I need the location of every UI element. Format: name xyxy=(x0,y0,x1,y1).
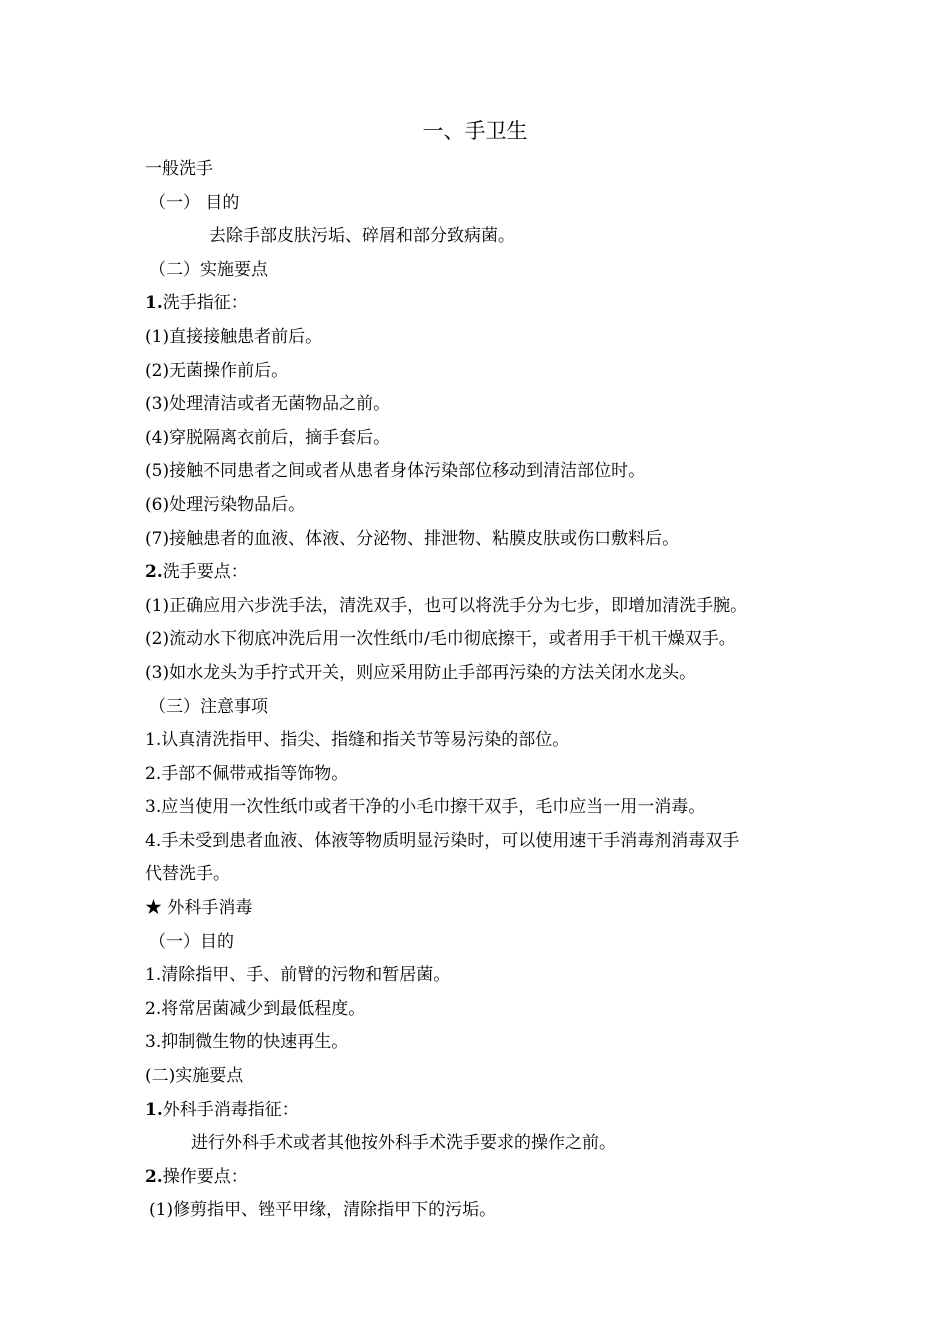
line-text: (2)无菌操作前后。 xyxy=(145,360,289,381)
item-number: 2. xyxy=(145,562,163,583)
line-text: (5)接触不同患者之间或者从患者身体污染部位移动到清洁部位时。 xyxy=(145,461,646,482)
line-text: （三）注意事项 xyxy=(149,696,268,717)
line-text: （一） 目的 xyxy=(149,192,240,213)
text-line xyxy=(145,758,825,792)
text-line xyxy=(145,1026,825,1060)
line-text: 去除手部皮肤污垢、碎屑和部分致病菌。 xyxy=(209,226,515,247)
line-text: (4)穿脱隔离衣前后，摘手套后。 xyxy=(145,427,391,448)
line-text: 1.清除指甲、手、前臂的污物和暂居菌。 xyxy=(145,965,451,986)
text-line xyxy=(145,355,825,389)
line-text: 3.应当使用一次性纸巾或者干净的小毛巾擦干双手，毛巾应当一用一消毒。 xyxy=(145,797,706,818)
text-line xyxy=(145,422,825,456)
line-text: 外科手消毒指征： xyxy=(162,1099,299,1120)
text-line xyxy=(145,254,825,288)
text-line xyxy=(145,1161,825,1195)
text-line xyxy=(145,926,825,960)
document-body xyxy=(145,153,825,1228)
text-line xyxy=(145,993,825,1027)
item-number: 1. xyxy=(145,1099,163,1120)
line-text: 代替洗手。 xyxy=(145,864,230,885)
text-line xyxy=(145,187,825,221)
item-number: 2. xyxy=(145,1166,163,1187)
text-line xyxy=(145,959,825,993)
line-text: (7)接触患者的血液、体液、分泌物、排泄物、粘膜皮肤或伤口敷料后。 xyxy=(145,528,680,549)
line-text: (二)实施要点 xyxy=(145,1066,244,1087)
text-line xyxy=(145,1060,825,1094)
text-line xyxy=(145,153,825,187)
page-title: 一、手卫生 xyxy=(422,119,528,143)
line-text: （二）实施要点 xyxy=(149,259,268,280)
text-line xyxy=(145,523,825,557)
text-line xyxy=(145,691,825,725)
line-text: 4.手未受到患者血液、体液等物质明显污染时，可以使用速干手消毒剂消毒双手 xyxy=(145,830,740,851)
line-text: 进行外科手术或者其他按外科手术洗手要求的操作之前。 xyxy=(191,1133,616,1154)
text-line xyxy=(145,657,825,691)
text-line xyxy=(145,791,825,825)
line-text: 3.抑制微生物的快速再生。 xyxy=(145,1032,349,1053)
text-line xyxy=(145,287,825,321)
line-text: (3)处理清洁或者无菌物品之前。 xyxy=(145,394,391,415)
text-line xyxy=(145,1127,825,1161)
line-text: 2.手部不佩带戒指等饰物。 xyxy=(145,763,349,784)
text-line xyxy=(145,489,825,523)
line-text: (2)流动水下彻底冲洗后用一次性纸巾/毛巾彻底擦干，或者用手干机干燥双手。 xyxy=(145,629,736,650)
text-line xyxy=(145,892,825,926)
text-line xyxy=(145,220,825,254)
line-text: ★ 外科手消毒 xyxy=(145,898,253,919)
text-line xyxy=(145,825,825,859)
line-text: 一般洗手 xyxy=(145,159,213,179)
line-text: （一）目的 xyxy=(149,931,234,952)
text-line xyxy=(145,590,825,624)
line-text: 洗手要点： xyxy=(162,562,248,583)
text-line xyxy=(145,623,825,657)
text-line xyxy=(145,858,825,892)
line-text: 洗手指征： xyxy=(162,293,248,314)
line-text: (3)如水龙头为手拧式开关，则应采用防止手部再污染的方法关闭水龙头。 xyxy=(145,662,697,683)
line-text: 操作要点： xyxy=(162,1166,248,1187)
line-text: (1)直接接触患者前后。 xyxy=(145,326,323,347)
line-text: (1)正确应用六步洗手法，清洗双手，也可以将洗手分为七步，即增加清洗手腕。 xyxy=(145,595,748,616)
item-number: 1. xyxy=(145,293,163,314)
line-text: (1)修剪指甲、锉平甲缘，清除指甲下的污垢。 xyxy=(149,1200,497,1221)
text-line xyxy=(145,1094,825,1128)
line-text: 1.认真清洗指甲、指尖、指缝和指关节等易污染的部位。 xyxy=(145,730,570,751)
text-line xyxy=(145,556,825,590)
text-line xyxy=(145,455,825,489)
text-line xyxy=(145,321,825,355)
line-text: (6)处理污染物品后。 xyxy=(145,494,306,515)
text-line xyxy=(145,724,825,758)
line-text: 2.将常居菌减少到最低程度。 xyxy=(145,998,366,1019)
text-line xyxy=(145,1194,825,1228)
text-line xyxy=(145,388,825,422)
